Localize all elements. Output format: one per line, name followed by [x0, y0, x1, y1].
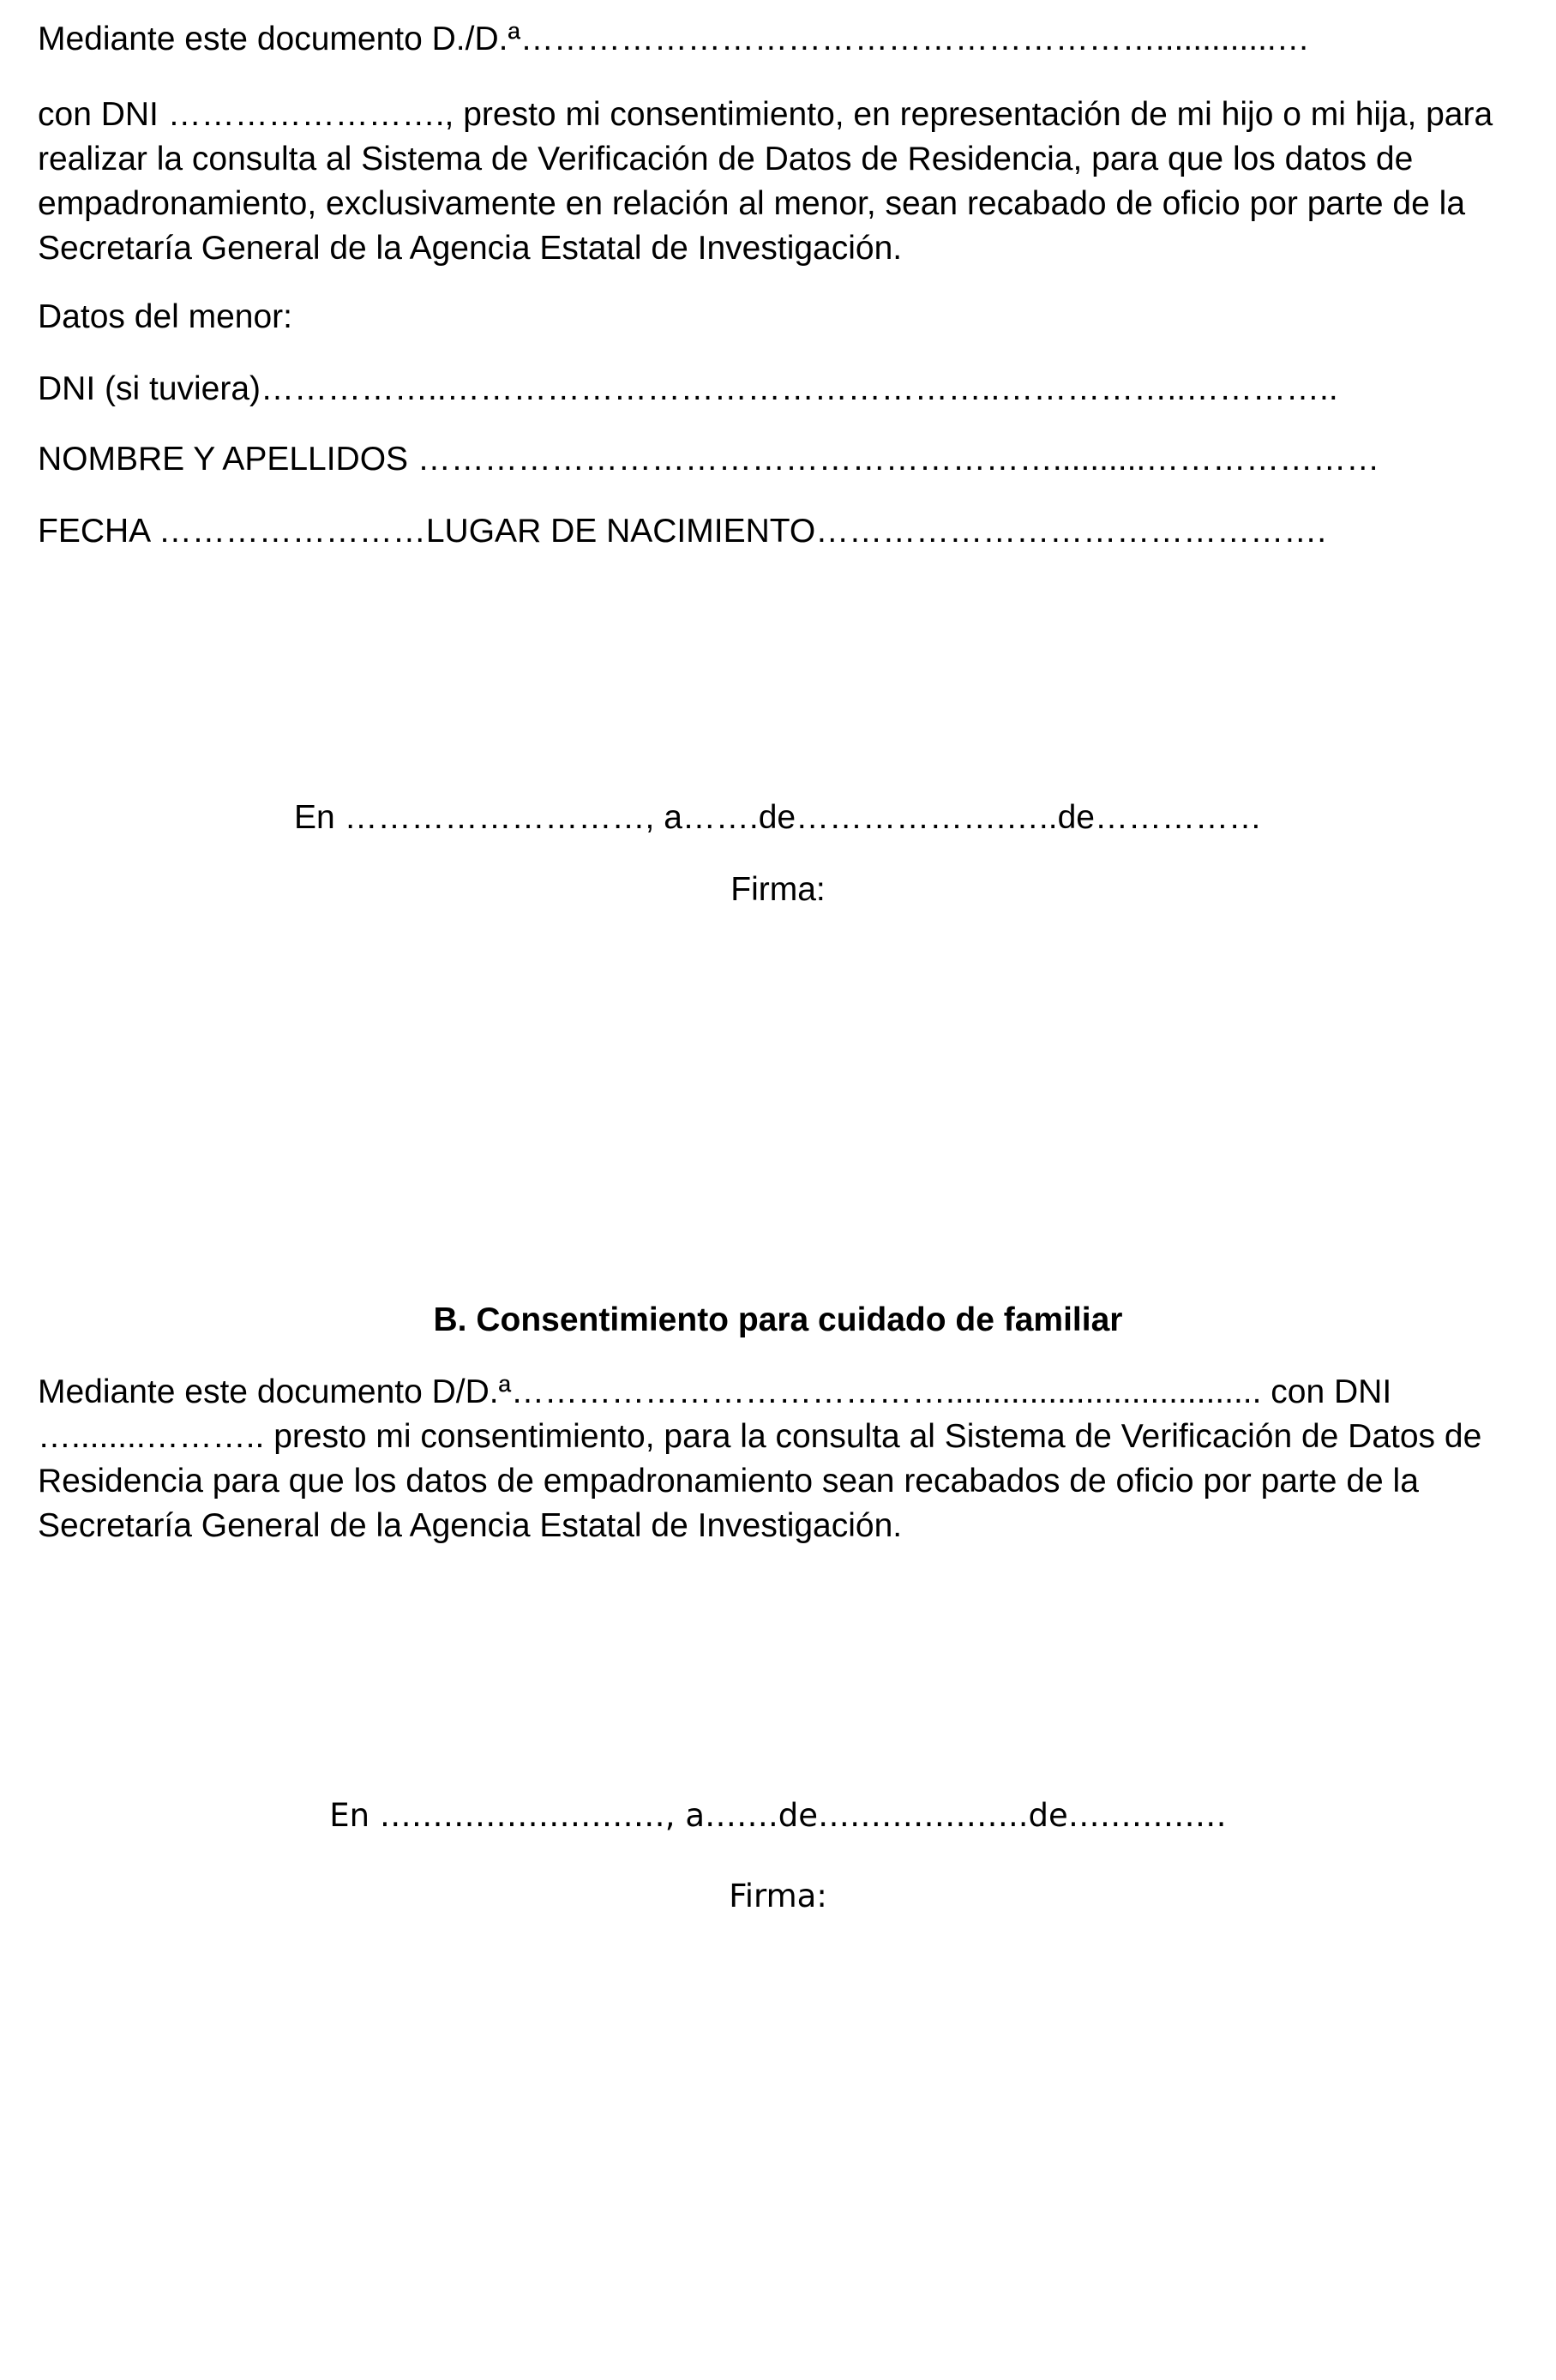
datos-menor-label: Datos del menor:: [38, 298, 292, 335]
firma-label-b: Firma:: [729, 1878, 827, 1914]
section-b-heading: B. Consentimiento para cuidado de familiar: [433, 1301, 1123, 1338]
firma-label-a: Firma:: [730, 871, 826, 908]
consent-paragraph-b: Mediante este documento D/D.ª………………………………….................................. con DNI …........……….. presto mi consentimiento, para la consulta al Sistema de Verificación de Datos de Residencia para que los datos de empadronamiento sean recabados de oficio por parte de la Secretaría General de la Agencia Estatal de Investigación.: [38, 1373, 1482, 1544]
dni-menor-line: DNI (si tuviera)……………..…………………………………………..……………..…………..: [38, 370, 1338, 407]
place-date-line-b: En ………………………, a…….de………………..de……………: [329, 1797, 1227, 1834]
fecha-lugar-nacimiento-line: FECHA ……………………LUGAR DE NACIMIENTO……………………………………….: [38, 513, 1327, 550]
place-date-line-a: En ………………………, a…….de……………….…..de……………: [293, 799, 1262, 836]
mediante-line: Mediante este documento D./D.ª………………………………………………….............…: [38, 21, 1310, 57]
nombre-apellidos-line: NOMBRE Y APELLIDOS …………………………………………………..........…………………: [38, 441, 1380, 478]
consent-paragraph-a: con DNI ……………………., presto mi consentimiento, en representación de mi hijo o mi hija, para realizar la consulta al Sistema de Verificación de Datos de Residencia, para que los datos de empadronamiento, exclusivamente en relación al menor, sean recabado de oficio por parte de la Secretaría General de la Agencia Estatal de Investigación.: [38, 96, 1493, 267]
